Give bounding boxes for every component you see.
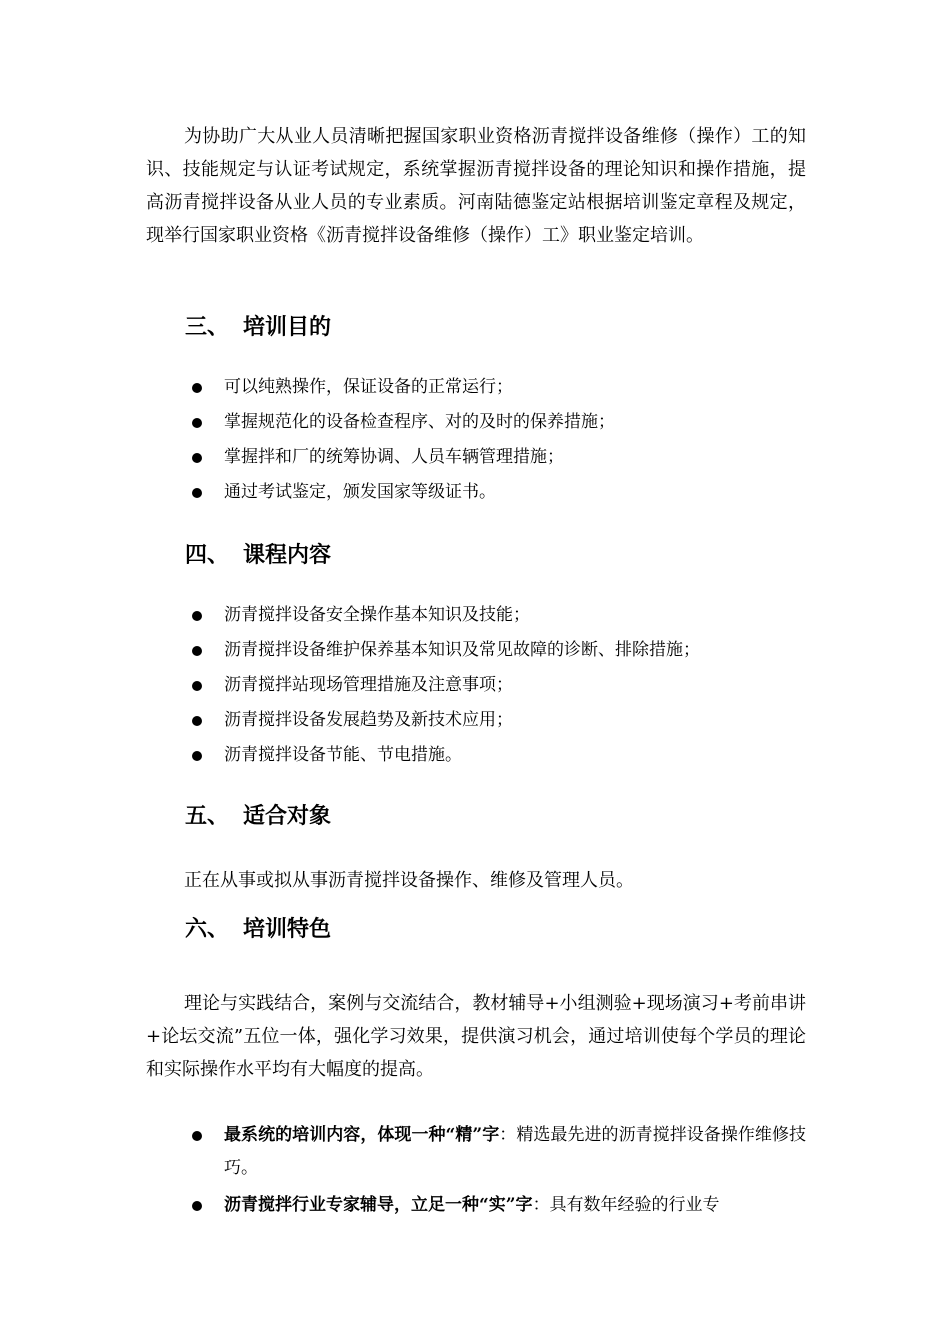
list-item: [186, 633, 806, 668]
section-title: 适合对象: [243, 804, 332, 829]
section-heading-course-content: [185, 541, 331, 571]
bullet-icon: [192, 453, 202, 463]
list-item-text: 掌握拌和厂的统筹协调、人员车辆管理措施；: [224, 447, 564, 467]
feature-title: 沥青搅拌行业专家辅导，立足一种“实”字: [224, 1195, 533, 1215]
section-heading-target-audience: [185, 802, 331, 832]
section-number: 三、: [185, 315, 230, 340]
list-item: [186, 475, 806, 510]
list-item-text: 沥青搅拌设备节能、节电措施。: [224, 745, 462, 765]
target-audience-paragraph: 正在从事或拟从事沥青搅拌设备操作、维修及管理人员。: [184, 870, 634, 891]
bullet-icon: [192, 418, 202, 428]
intro-paragraph: 为协助广大从业人员清晰把握国家职业资格沥青搅拌设备维修（操作）工的知识、技能规定与认证考试规定，系统掌握沥青搅拌设备的理论知识和操作措施，提高沥青搅拌设备从业人员的专业素质。河南陆德鉴定站根据培训鉴定章程及规定，现举行国家职业资格《沥青搅拌设备维修（操作）工》职业鉴定培训。: [146, 126, 806, 246]
course-content-list: [186, 598, 806, 773]
section-number: 四、: [185, 543, 230, 568]
list-item-text: 沥青搅拌设备维护保养基本知识及常见故障的诊断、排除措施；: [224, 640, 700, 660]
section-number: 六、: [185, 917, 230, 942]
list-item: [186, 703, 806, 738]
feature-title: 最系统的培训内容，体现一种“精”字: [224, 1125, 500, 1145]
list-item: [186, 370, 806, 405]
objectives-list: [186, 370, 806, 510]
list-item: [186, 598, 806, 633]
features-list: [186, 1119, 806, 1226]
bullet-icon: [192, 488, 202, 498]
feature-text: ：精选最先进的沥青搅拌设备操作维修技巧。: [224, 1125, 806, 1178]
list-item-text: 通过考试鉴定，颁发国家等级证书。: [224, 482, 496, 502]
feature-item: [186, 1119, 806, 1185]
list-item: [186, 405, 806, 440]
section-number: 五、: [185, 804, 230, 829]
bullet-icon: [192, 681, 202, 691]
list-item: [186, 738, 806, 773]
feature-item: [186, 1189, 806, 1222]
list-item-text: 掌握规范化的设备检查程序、对的及时的保养措施；: [224, 412, 615, 432]
list-item: [186, 440, 806, 475]
bullet-icon: [192, 383, 202, 393]
section-title: 课程内容: [243, 543, 332, 568]
training-features-paragraph: 理论与实践结合，案例与交流结合，教材辅导+小组测验+现场演习+考前串讲+论坛交流”五位一体，强化学习效果，提供演习机会，通过培训使每个学员的理论和实际操作水平均有大幅度的提高。: [146, 993, 806, 1080]
list-item-text: 沥青搅拌设备安全操作基本知识及技能；: [224, 605, 530, 625]
section-heading-training-features: [185, 915, 331, 945]
bullet-icon: [192, 1131, 202, 1141]
list-item-text: 沥青搅拌站现场管理措施及注意事项；: [224, 675, 513, 695]
bullet-icon: [192, 716, 202, 726]
list-item-text: 沥青搅拌设备发展趋势及新技术应用；: [224, 710, 513, 730]
bullet-icon: [192, 646, 202, 656]
bullet-icon: [192, 1201, 202, 1211]
section-title: 培训目的: [243, 315, 332, 340]
feature-text: ：具有数年经验的行业专: [532, 1195, 720, 1215]
bullet-icon: [192, 751, 202, 761]
bullet-icon: [192, 611, 202, 621]
list-item: [186, 668, 806, 703]
section-title: 培训特色: [243, 917, 332, 942]
list-item-text: 可以纯熟操作，保证设备的正常运行；: [224, 377, 513, 397]
section-heading-objectives: [185, 313, 331, 343]
